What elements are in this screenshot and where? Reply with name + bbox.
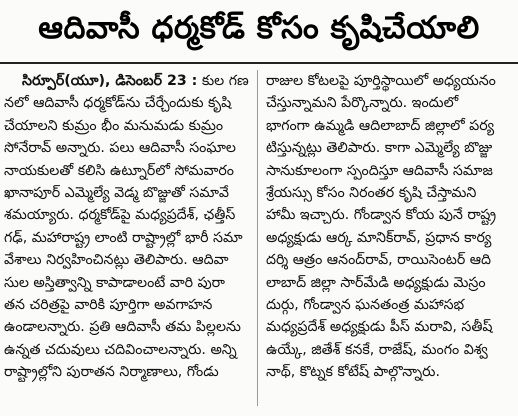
article-line [4,70,252,92]
left-column [4,62,252,416]
article-line: ఖానాపూర్ ఎమ్మెల్యే వెడ్మ బొజ్జుతో సమావే [4,184,230,201]
dateline: సిర్పూర్(యూ), డిసెంబర్ 23 : [22,73,198,89]
article-line: వేశాలు నిర్వహించినట్లు తెలిపారు. ఆదివా [4,252,229,269]
line-text: కుల గణ [201,73,249,89]
column-divider [257,70,258,406]
right-column [266,62,514,416]
article-line: తన చరిత్రపై వారికి పూర్తిగా అవగాహన [4,296,213,313]
article-line: సోనేరావ్ అన్నారు. పలు ఆదివాసీ సంఘాల [4,140,236,157]
article-line: అధ్యక్షుడు ఆర్క మానిక్‌రావ్, ప్రధాన కార్య [266,229,492,246]
article-line: మధ్యప్రదేశ్ అధ్యక్షుడు పీస్ మరావి, సతీష్ [266,319,493,336]
article-line: లాబాద్ జిల్లా సార్‌మేడి అధ్యక్షుడు మెస్రం [266,274,486,291]
article-line: చేయాలని కుమ్రం భీం మనుమడు కుమ్రం [4,117,224,134]
article-line: చేస్తున్నామని పేర్కొన్నారు. ఇందులో [266,95,459,112]
article-line: టిస్తున్నట్లు తెలిపారు. కాగా ఎమ్మెల్యే బొజ్జు [266,140,493,157]
article-line: ఉయ్కే, జితేశ్ కనకే, రాజేష్, మంగం విశ్వ [266,341,488,358]
article-line: సుల అస్తిత్వాన్ని కాపాడాలంటే వారి పురా [4,274,225,291]
article-line: భాగంగా ఉమ్మడి ఆదిలాబాద్ జిల్లాలో పర్య [266,117,495,134]
article-line: దుర్గు, గోండ్వాన ఘనతంత్ర మహాసభ [266,296,465,313]
article-line: ఉన్నత చదువులు చదివించాలన్నారు. అన్ని [4,341,237,358]
article-line: నాథ్, కొట్నక కోటేష్ పాల్గొన్నారు. [266,364,440,381]
article-line: రాష్ట్రాల్లోని పురాతన నిర్మాణాలు, గోండు [4,364,219,381]
article-line: గఢ్, మహారాష్ట్ర లాంటి రాష్ట్రాల్లో భారీ సమా [4,229,243,246]
article-line: రాజుల కోటలపై పూర్తిస్థాయిలో అధ్యయనం [266,73,496,89]
article-line: దర్శి ఆత్రం ఆనంద్‌రావ్, రాయిసెంటర్ ఆది [266,252,492,269]
article-line: ఉండాలన్నారు. ప్రతి ఆదివాసీ తమ పిల్లలను [4,319,241,336]
article-line: శ్రేయస్సు కోసం నిరంతర కృషి చేస్తామని [266,184,477,201]
article-line: హామీ ఇచ్చారు. గోండ్వాన కోయ పునే రాష్ట్ర [266,207,497,224]
article-line: నాయకులతో కలిసి ఉట్నూర్‌లో సోమవారం [4,162,234,179]
article-line: సానుకూలంగా స్పందిస్తూ ఆదివాసీ సమాజ [266,162,493,179]
article-line: శమయ్యారు. ధర్మకోడ్‌పై మధ్యప్రదేశ్, ఛత్తీస్ [4,207,236,224]
article-headline: ఆదివాసీ ధర్మకోడ్ కోసం కృషిచేయాలి [0,0,518,64]
article-line: నలో ఆదివాసీ ధర్మకోడ్‌ను చేర్చేందుకు కృషి [4,95,232,112]
